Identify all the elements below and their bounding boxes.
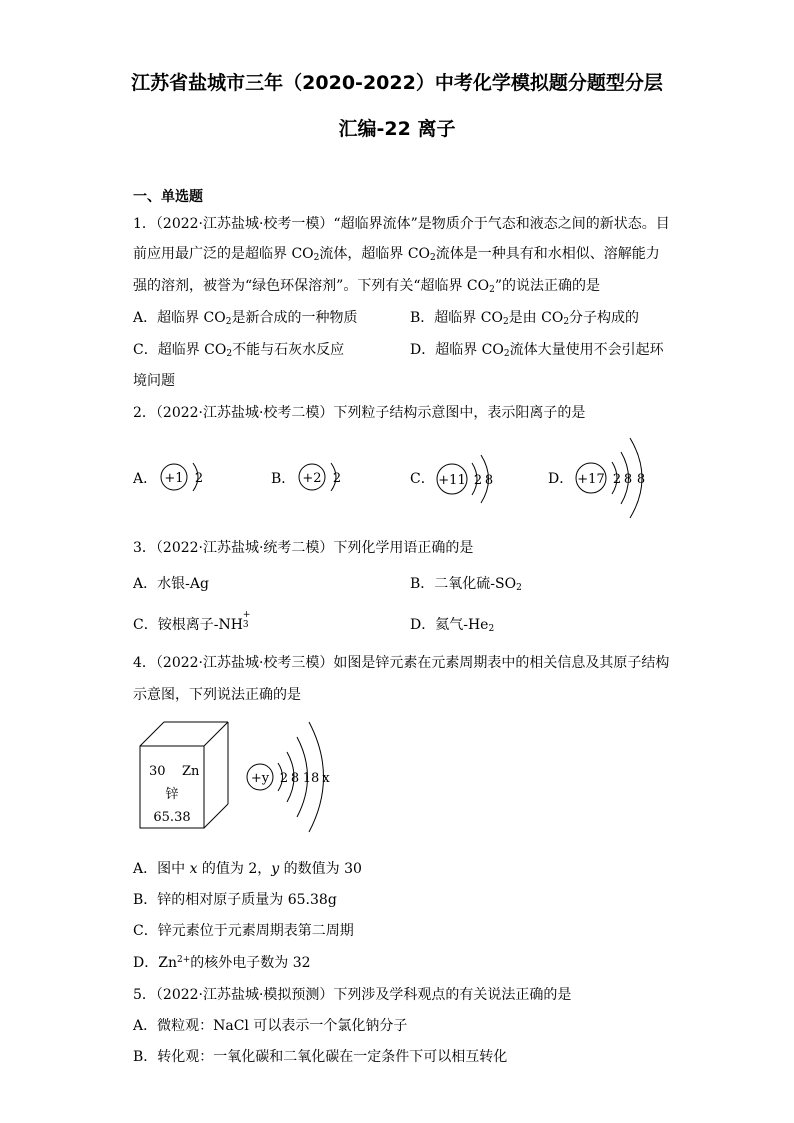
q4-option-b[interactable]: B．锌的相对原子质量为 65.38g xyxy=(133,892,337,908)
q4-zinc-figure xyxy=(130,712,350,834)
q3-option-d[interactable]: D．氦气$-He_2$ xyxy=(410,617,495,634)
q2-a-nucleus: +1 xyxy=(164,471,184,486)
q1-stem-line3: 强的溶剂，被誉为“绿色环保溶剂”。下列有关“超临界 $CO_2$”的说法正确的是 xyxy=(133,278,601,295)
zn-atomic-number: 30 xyxy=(149,764,166,779)
q1-stem-line2: 前应用最广泛的是超临界 $CO_2$流体，超临界 $CO_2$流体是一种具有和水相似、溶解能力 xyxy=(133,246,660,263)
q4-option-c[interactable]: C．锌元素位于元素周期表第二周期 xyxy=(133,923,354,939)
doc-title-line1: 江苏省盐城市三年（2020-2022）中考化学模拟题分题型分层 xyxy=(131,72,663,94)
q4-stem-line1: 4．（2022·江苏盐城·校考三模）如图是锌元素在元素周期表中的相关信息及其原子结构 xyxy=(133,655,670,671)
q2-option-b-label[interactable]: B． xyxy=(271,471,296,487)
q2-b-nucleus: +2 xyxy=(302,471,322,486)
q4-stem-line2: 示意图，下列说法正确的是 xyxy=(133,687,301,703)
q5-option-a[interactable]: A．微粒观：NaCl 可以表示一个氯化钠分子 xyxy=(133,1018,408,1034)
q2-option-c-label[interactable]: C． xyxy=(410,471,435,487)
q2-a-shell-1: 2 xyxy=(194,471,204,486)
zn-nucleus: +y xyxy=(250,771,270,786)
q2-d-nucleus: +17 xyxy=(577,472,605,487)
q1-option-a[interactable]: A．超临界 $CO_2$是新合成的一种物质 xyxy=(133,310,358,327)
q2-d-shell-2: 8 xyxy=(623,472,633,487)
q2-c-shell-2: 8 xyxy=(484,473,494,488)
q2-c-shell-1: 2 xyxy=(473,473,483,488)
q1-option-b[interactable]: B．超临界 $CO_2$是由 $CO_2$分子构成的 xyxy=(410,310,640,327)
q3-stem: 3．（2022·江苏盐城·统考二模）下列化学用语正确的是 xyxy=(133,540,474,556)
q1-stem-line1: 1．（2022·江苏盐城·校考一模）“超临界流体”是物质介于气态和液态之间的新状态。目 xyxy=(133,216,670,232)
q2-stem: 2．（2022·江苏盐城·校考二模）下列粒子结构示意图中，表示阳离子的是 xyxy=(133,405,586,421)
q2-d-shell-1: 2 xyxy=(612,472,622,487)
q2-option-a-label[interactable]: A． xyxy=(133,471,158,487)
zn-name: 锌 xyxy=(165,787,179,802)
q4-option-d[interactable]: D．$Zn^{2+}$的核外电子数为 32 xyxy=(133,955,311,971)
q2-c-nucleus: +11 xyxy=(438,473,466,488)
q3-option-a[interactable]: A．水银-Ag xyxy=(133,576,209,592)
q2-d-shell-3: 8 xyxy=(636,472,646,487)
zn-shell-3: 18 xyxy=(302,771,320,786)
q5-option-b[interactable]: B．转化观：一氧化碳和二氧化碳在一定条件下可以相互转化 xyxy=(133,1049,508,1065)
zn-shell-1: 2 xyxy=(279,771,289,786)
q2-option-d-diagram xyxy=(572,434,656,522)
q1-option-c[interactable]: C．超临界 $CO_2$不能与石灰水反应 xyxy=(133,342,345,359)
section-heading: 一、单选题 xyxy=(133,189,203,205)
q3-option-b[interactable]: B．二氧化硫$-SO_2$ xyxy=(410,576,522,593)
zn-shell-2: 8 xyxy=(290,771,300,786)
q2-option-b-diagram xyxy=(296,455,356,499)
q1-option-d-continued: 境问题 xyxy=(133,373,175,389)
zn-atomic-mass: 65.38 xyxy=(153,810,191,825)
q2-option-c-diagram xyxy=(434,450,504,508)
zn-shell-4: x xyxy=(322,771,330,786)
q5-stem: 5．（2022·江苏盐城·模拟预测）下列涉及学科观点的有关说法正确的是 xyxy=(133,987,572,1003)
q4-option-a[interactable]: A．图中 x 的值为 2，y 的数值为 30 xyxy=(133,861,362,877)
q2-b-shell-1: 2 xyxy=(332,471,342,486)
doc-title-line2: 汇编-22 离子 xyxy=(338,118,456,140)
zn-symbol: Zn xyxy=(182,764,200,779)
q1-option-d[interactable]: D．超临界 $CO_2$流体大量使用不会引起环 xyxy=(410,342,664,359)
q2-option-a-diagram xyxy=(158,455,218,499)
q2-option-d-label[interactable]: D． xyxy=(548,471,574,487)
q3-option-c[interactable]: C．铵根离子-NH + 3 xyxy=(133,610,251,633)
